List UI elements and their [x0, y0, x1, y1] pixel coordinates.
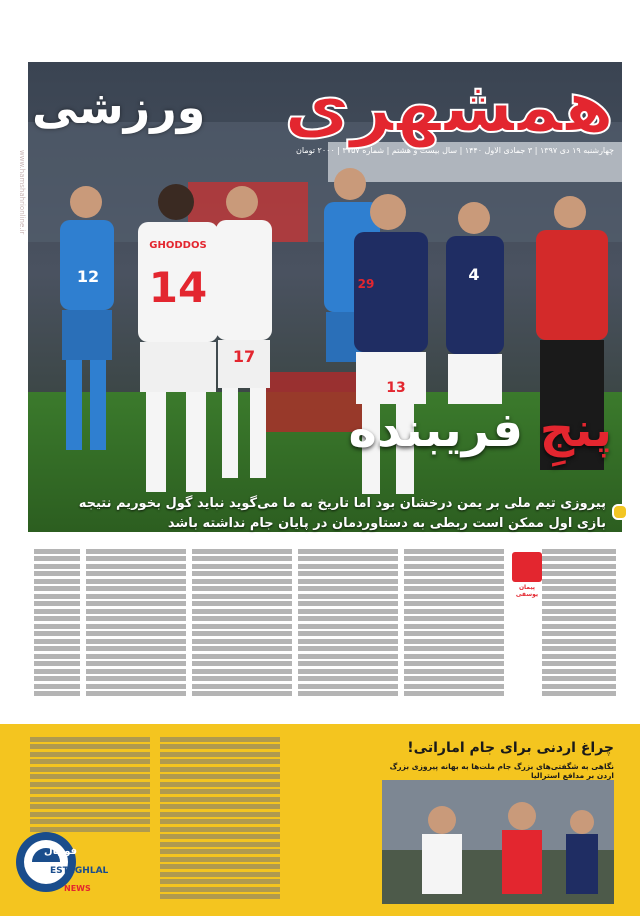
article-column-5: [86, 546, 186, 714]
headline-part2: فریبنده: [348, 402, 524, 458]
player1-name: GHODDOS: [149, 240, 207, 251]
masthead: [28, 62, 622, 152]
article-column-1: [542, 546, 616, 714]
player6-number: 12: [76, 267, 100, 286]
box-photo: [382, 780, 614, 904]
article-column-2: [404, 546, 504, 714]
main-headline: [349, 402, 613, 458]
article-column-6: [34, 546, 80, 714]
author-label: پیمان یوسفی: [515, 584, 539, 598]
headline-part1: پنجِ: [539, 402, 612, 458]
box-title: چراغ اردنی برای جام اماراتی!: [407, 740, 614, 756]
watermark-logo-icon: [10, 818, 109, 908]
watermark-label-fa: فوتبال: [44, 846, 78, 857]
player1-number: 14: [148, 263, 208, 312]
author-marker-icon: [512, 552, 542, 582]
brand-logo-red: همشهری: [284, 64, 614, 148]
watermark-label-en2: NEWS: [64, 884, 91, 893]
side-note: www.hamshahrionline.ir: [18, 150, 26, 235]
watermark-label-en: ESTEGHLAL: [50, 866, 109, 876]
player2-number: 17: [232, 347, 256, 366]
player3-number: 29: [357, 277, 375, 291]
article-column-4: [192, 546, 292, 714]
band-column-1: [160, 734, 280, 902]
player5-number: 4: [468, 265, 480, 284]
subhead-bullet-icon: [612, 504, 628, 520]
article-column-3: [298, 546, 398, 714]
player4-number: 13: [386, 380, 406, 396]
subhead: پیروزی تیم ملی بر یمن درخشان بود اما تاریخ به ما می‌گوید نباید گول بخوریم نتیجه بازی اول ممکن است ربطی به دستاوردمان در پایان جام نداشته باشد: [78, 496, 606, 531]
brand-logo-white: ورزشی: [32, 80, 206, 134]
dateline: چهارشنبه ۱۹ دی ۱۳۹۷ | ۳ جمادی الاول ۱۴۴۰ | سال بیست و هشتم | شماره ۳۷۵۷ | ۲۰۰۰ تومان: [296, 146, 614, 155]
box-subtitle: نگاهی به شگفتی‌های بزرگ جام ملت‌ها به بهانه پیروزی بزرگ اردن بر مدافع استرالیا: [389, 762, 614, 780]
article-block: [28, 540, 622, 720]
cover-photo: [28, 62, 622, 532]
